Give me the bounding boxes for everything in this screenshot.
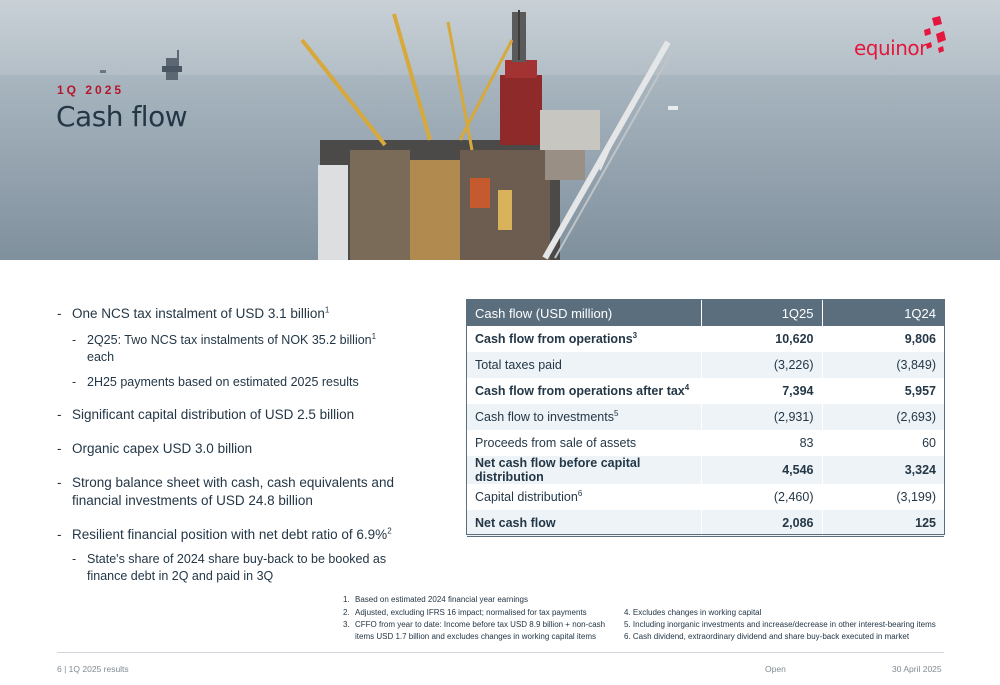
row-value-q1: (2,460) <box>701 484 822 510</box>
row-value-q1: 2,086 <box>701 510 822 536</box>
row-label: Cash flow from operations after tax$^4$ <box>467 378 701 404</box>
footer-page: 6 | 1Q 2025 results <box>57 664 129 674</box>
key-points-list <box>57 305 397 585</box>
bullet-item: - Resilient financial position with net debt ratio of 6.9%$^2$ <box>57 526 397 544</box>
footer-divider <box>57 652 944 653</box>
row-value-q2: (3,849) <box>822 352 944 378</box>
row-label: Cash flow to investments$^5$ <box>467 404 701 430</box>
cash-flow-table <box>467 300 944 537</box>
column-header: Cash flow (USD million) <box>467 300 701 326</box>
footnote: 4. Excludes changes in working capital <box>624 608 762 617</box>
row-value-q2: 60 <box>822 430 944 456</box>
table-row <box>467 510 944 536</box>
row-value-q2: 3,324 <box>822 456 944 484</box>
table-row <box>467 326 944 352</box>
column-header: 1Q25 <box>701 300 822 326</box>
row-label: Capital distribution$^6$ <box>467 484 701 510</box>
table-header-row <box>467 300 944 326</box>
row-value-q2: 9,806 <box>822 326 944 352</box>
bullet-item: - Organic capex USD 3.0 billion <box>57 440 397 458</box>
row-label: Net cash flow <box>467 510 701 536</box>
sub-bullet-item: - 2Q25: Two NCS tax instalments of NOK 35.2 billion$^1$ each <box>57 332 397 366</box>
equinor-logo <box>854 16 949 60</box>
bullet-item: - Significant capital distribution of USD 2.5 billion <box>57 406 397 424</box>
footnote: 3. CFFO from year to date: Income before tax USD 8.9 billion + non-cash <box>343 620 606 629</box>
footnote: 2. Adjusted, excluding IFRS 16 impact; normalised for tax payments <box>343 608 587 617</box>
row-value-q1: (3,226) <box>701 352 822 378</box>
row-label: Total taxes paid <box>467 352 701 378</box>
table-row <box>467 352 944 378</box>
row-value-q1: (2,931) <box>701 404 822 430</box>
row-value-q1: 10,620 <box>701 326 822 352</box>
hero-banner <box>0 0 1000 260</box>
footnotes-right <box>624 607 949 643</box>
table-row <box>467 404 944 430</box>
table-row <box>467 456 944 484</box>
footer-classification: Open <box>765 664 786 674</box>
column-header: 1Q24 <box>822 300 944 326</box>
row-value-q2: (3,199) <box>822 484 944 510</box>
row-value-q1: 7,394 <box>701 378 822 404</box>
footnote: 5. Including inorganic investments and increase/decrease in other interest-bearing items <box>624 620 936 629</box>
table-row <box>467 378 944 404</box>
page-title: Cash flow <box>56 100 188 133</box>
row-value-q1: 83 <box>701 430 822 456</box>
row-value-q2: 125 <box>822 510 944 536</box>
footer-date: 30 April 2025 <box>892 664 942 674</box>
row-value-q1: 4,546 <box>701 456 822 484</box>
table-row <box>467 484 944 510</box>
period-label: 1Q 2025 <box>57 83 125 97</box>
footnote: 6. Cash dividend, extraordinary dividend and share buy-back executed in market <box>624 632 910 641</box>
row-label: Net cash flow before capital distribution <box>467 456 701 484</box>
logo-wordmark: equinor <box>854 36 927 60</box>
footnote-continuation: items USD 1.7 billion and excludes changes in working capital items <box>355 632 597 641</box>
sub-bullet-item: - State's share of 2024 share buy-back to be booked as finance debt in 2Q and paid in 3Q <box>57 551 397 585</box>
bullet-item: - One NCS tax instalment of USD 3.1 billion$^1$ <box>57 305 397 323</box>
footnotes-left <box>343 594 633 643</box>
row-label: Cash flow from operations$^3$ <box>467 326 701 352</box>
row-value-q2: (2,693) <box>822 404 944 430</box>
row-label: Proceeds from sale of assets <box>467 430 701 456</box>
table-row <box>467 430 944 456</box>
sub-bullet-item: - 2H25 payments based on estimated 2025 results <box>57 374 397 391</box>
row-value-q2: 5,957 <box>822 378 944 404</box>
footnote: 1. Based on estimated 2024 financial year earnings <box>343 595 528 604</box>
bullet-item: - Strong balance sheet with cash, cash equivalents and financial investments of USD 24.8 billion <box>57 474 397 510</box>
